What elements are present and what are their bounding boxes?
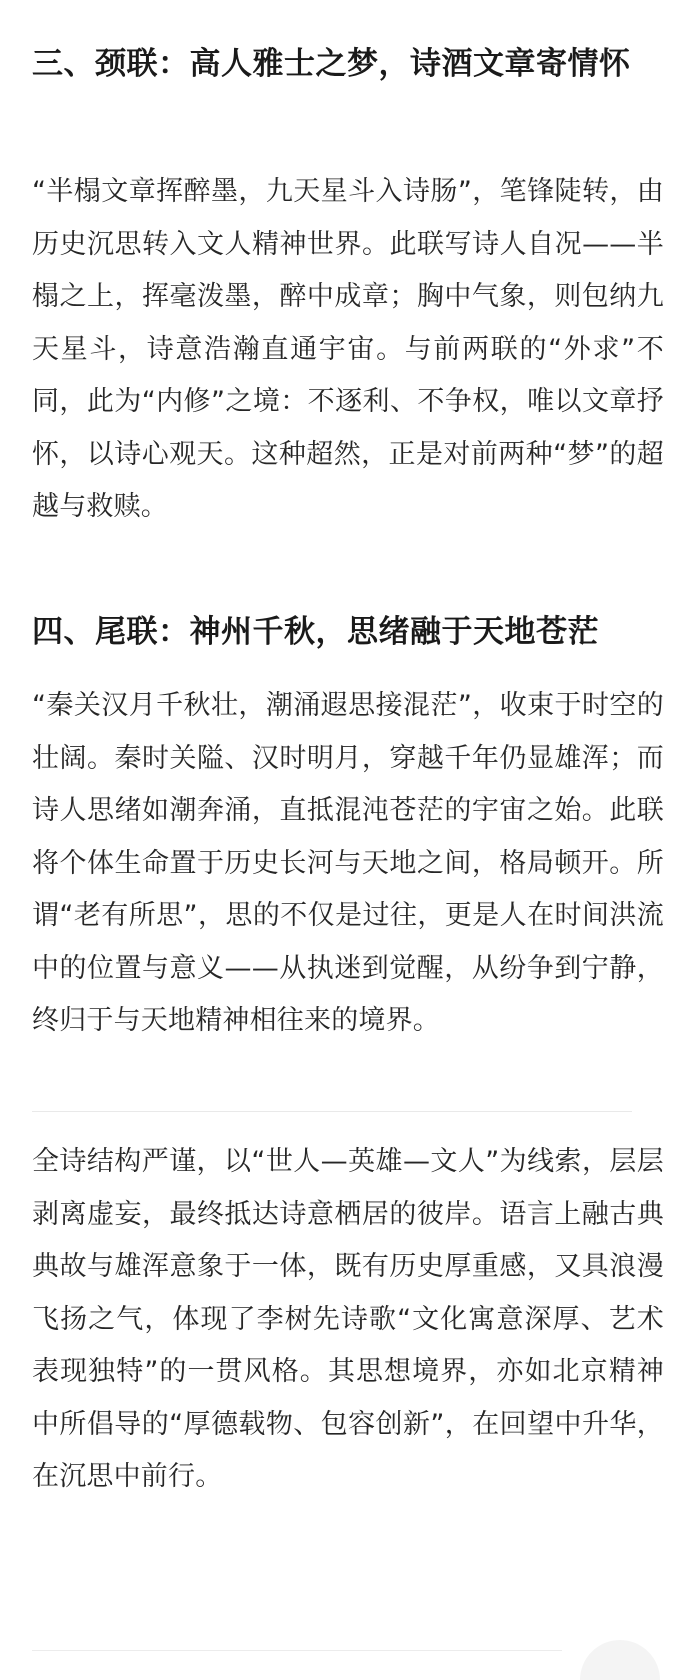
section-paragraph-couplet-3: “半榻文章挥醉墨，九天星斗入诗肠”，笔锋陡转，由历史沉思转入文人精神世界。此联写诗人自况——半榻之上，挥毫泼墨，醉中成章；胸中气象，则包纳九天星斗，诗意浩瀚直通宇宙。与前两联的“外求”不同，此为“内修”之境：不逐利、不争权，唯以文章抒怀，以诗心观天。这种超然，正是对前两种“梦”的超越与救赎。 xyxy=(32,176,664,522)
section-divider xyxy=(32,1111,632,1112)
scroll-top-button-edge xyxy=(580,1640,660,1680)
summary-paragraph: 全诗结构严谨，以“世人—英雄—文人”为线索，层层剥离虚妄，最终抵达诗意栖居的彼岸。语言上融古典典故与雄浑意象于一体，既有历史厚重感，又具浪漫飞扬之气，体现了李树先诗歌“文化寓意深厚、艺术表现独特”的一贯风格。其思想境界，亦如北京精神中所倡导的“厚德载物、包容创新”，在回望中升华，在沉思中前行。 xyxy=(32,1146,664,1492)
section-paragraph-couplet-4: “秦关汉月千秋壮，潮涌遐思接混茫”，收束于时空的壮阔。秦时关隘、汉时明月，穿越千年仍显雄浑；而诗人思绪如潮奔涌，直抵混沌苍茫的宇宙之始。此联将个体生命置于历史长河与天地之间，格局顿开。所谓“老有所思”，思的不仅是过往，更是人在时间洪流中的位置与意义——从执迷到觉醒，从纷争到宁静，终归于与天地精神相往来的境界。 xyxy=(32,690,664,1036)
bottom-divider xyxy=(32,1650,562,1651)
section-heading-couplet-3: 三、颈联：高人雅士之梦，诗酒文章寄情怀 xyxy=(32,46,631,82)
section-heading-couplet-4: 四、尾联：神州千秋，思绪融于天地苍茫 xyxy=(32,614,599,650)
